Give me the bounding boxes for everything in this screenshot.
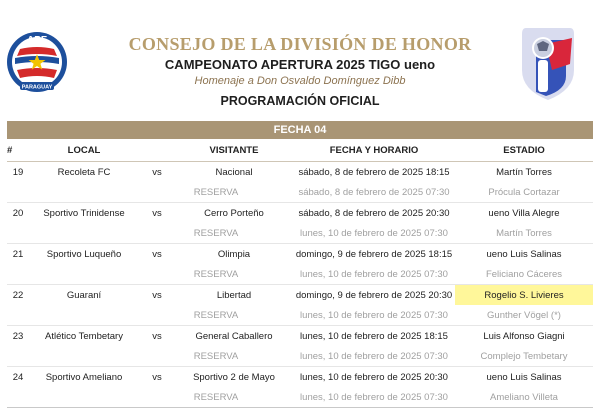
- tribute-line: Homenaje a Don Osvaldo Domínguez Dibb: [194, 75, 406, 87]
- match-row: [7, 367, 593, 388]
- tournament-subtitle: CAMPEONATO APERTURA 2025 TIGO ueno: [164, 57, 436, 72]
- table-header-row: [7, 139, 593, 162]
- match-visitor: Sportivo 2 de Mayo: [175, 367, 293, 388]
- match-row: [7, 162, 593, 183]
- reserve-stadium: Prócula Cortazar: [488, 186, 560, 198]
- header-visitor: VISITANTE: [175, 139, 293, 162]
- match-datetime: domingo, 9 de febrero de 2025 20:30: [293, 285, 455, 306]
- match-datetime: lunes, 10 de febrero de 2025 20:30: [293, 367, 455, 388]
- match-num: 21: [7, 244, 29, 265]
- division-honor-logo: [516, 20, 580, 104]
- reserve-datetime: lunes, 10 de febrero de 2025 07:30: [300, 309, 448, 321]
- match-vs: vs: [139, 367, 175, 388]
- reserve-datetime: lunes, 10 de febrero de 2025 07:30: [300, 227, 448, 239]
- match-local: Sportivo Trinidense: [29, 203, 139, 224]
- match-visitor: Olimpia: [175, 244, 293, 265]
- match-stadium: ueno Villa Alegre: [455, 203, 593, 224]
- reserve-label: RESERVA: [193, 268, 239, 280]
- match-stadium: ueno Luis Salinas: [455, 367, 593, 388]
- match-row: [7, 285, 593, 306]
- reserve-stadium: Gunther Vögel (*): [487, 309, 561, 321]
- header-stadium: ESTADIO: [455, 139, 593, 162]
- match-local: Recoleta FC: [29, 162, 139, 183]
- reserve-label: RESERVA: [193, 391, 239, 403]
- match-local: Sportivo Luqueño: [29, 244, 139, 265]
- reserve-row: [7, 387, 593, 408]
- match-local: Sportivo Ameliano: [29, 367, 139, 388]
- match-datetime: sábado, 8 de febrero de 2025 20:30: [293, 203, 455, 224]
- match-num: 19: [7, 162, 29, 183]
- reserve-stadium: Martín Torres: [496, 227, 552, 239]
- reserve-label: RESERVA: [193, 350, 239, 362]
- match-datetime: sábado, 8 de febrero de 2025 18:15: [293, 162, 455, 183]
- match-stadium: Luis Alfonso Giagni: [455, 326, 593, 347]
- match-datetime: lunes, 10 de febrero de 2025 18:15: [293, 326, 455, 347]
- match-vs: vs: [139, 285, 175, 306]
- match-local: Atlético Tembetary: [29, 326, 139, 347]
- match-num: 23: [7, 326, 29, 347]
- document-header: [0, 0, 600, 118]
- page-title: CONSEJO DE LA DIVISIÓN DE HONOR: [128, 34, 472, 54]
- reserve-datetime: lunes, 10 de febrero de 2025 07:30: [300, 391, 448, 403]
- reserve-datetime: lunes, 10 de febrero de 2025 07:30: [300, 268, 448, 280]
- reserve-stadium: Feliciano Cáceres: [485, 268, 563, 280]
- reserve-row: [7, 346, 593, 367]
- reserve-label: RESERVA: [193, 186, 239, 198]
- reserve-row: [7, 264, 593, 285]
- match-stadium: ueno Luis Salinas: [455, 244, 593, 265]
- match-datetime: domingo, 9 de febrero de 2025 18:15: [293, 244, 455, 265]
- match-vs: vs: [139, 244, 175, 265]
- reserve-row: [7, 305, 593, 326]
- match-vs: vs: [139, 203, 175, 224]
- reserve-stadium: Ameliano Villeta: [490, 391, 558, 403]
- match-visitor: Nacional: [175, 162, 293, 183]
- header-num: #: [7, 139, 29, 162]
- reserve-datetime: sábado, 8 de febrero de 2025 07:30: [298, 186, 450, 198]
- match-row: [7, 203, 593, 224]
- header-datetime: FECHA Y HORARIO: [293, 139, 455, 162]
- match-vs: vs: [139, 326, 175, 347]
- apf-logo-country: PARAGUAY: [21, 84, 53, 91]
- reserve-row: [7, 223, 593, 244]
- match-num: 22: [7, 285, 29, 306]
- fixtures-table: [7, 139, 593, 408]
- match-row: [7, 244, 593, 265]
- reserve-datetime: lunes, 10 de febrero de 2025 07:30: [300, 350, 448, 362]
- header-vs: [139, 139, 175, 162]
- match-visitor: Cerro Porteño: [175, 203, 293, 224]
- match-stadium: Martín Torres: [455, 162, 593, 183]
- match-num: 20: [7, 203, 29, 224]
- reserve-label: RESERVA: [193, 309, 239, 321]
- round-bar: FECHA 04: [7, 121, 593, 139]
- match-row: [7, 326, 593, 347]
- reserve-stadium: Complejo Tembetary: [480, 350, 568, 362]
- match-local: Guaraní: [29, 285, 139, 306]
- header-local: LOCAL: [29, 139, 139, 162]
- match-num: 24: [7, 367, 29, 388]
- match-visitor: General Caballero: [175, 326, 293, 347]
- reserve-row: [7, 182, 593, 203]
- apf-logo-text: APF: [27, 35, 47, 46]
- match-visitor: Libertad: [175, 285, 293, 306]
- schedule-heading: PROGRAMACIÓN OFICIAL: [220, 94, 380, 108]
- reserve-label: RESERVA: [193, 227, 239, 239]
- match-vs: vs: [139, 162, 175, 183]
- match-stadium-highlighted: Rogelio S. Livieres: [455, 285, 593, 306]
